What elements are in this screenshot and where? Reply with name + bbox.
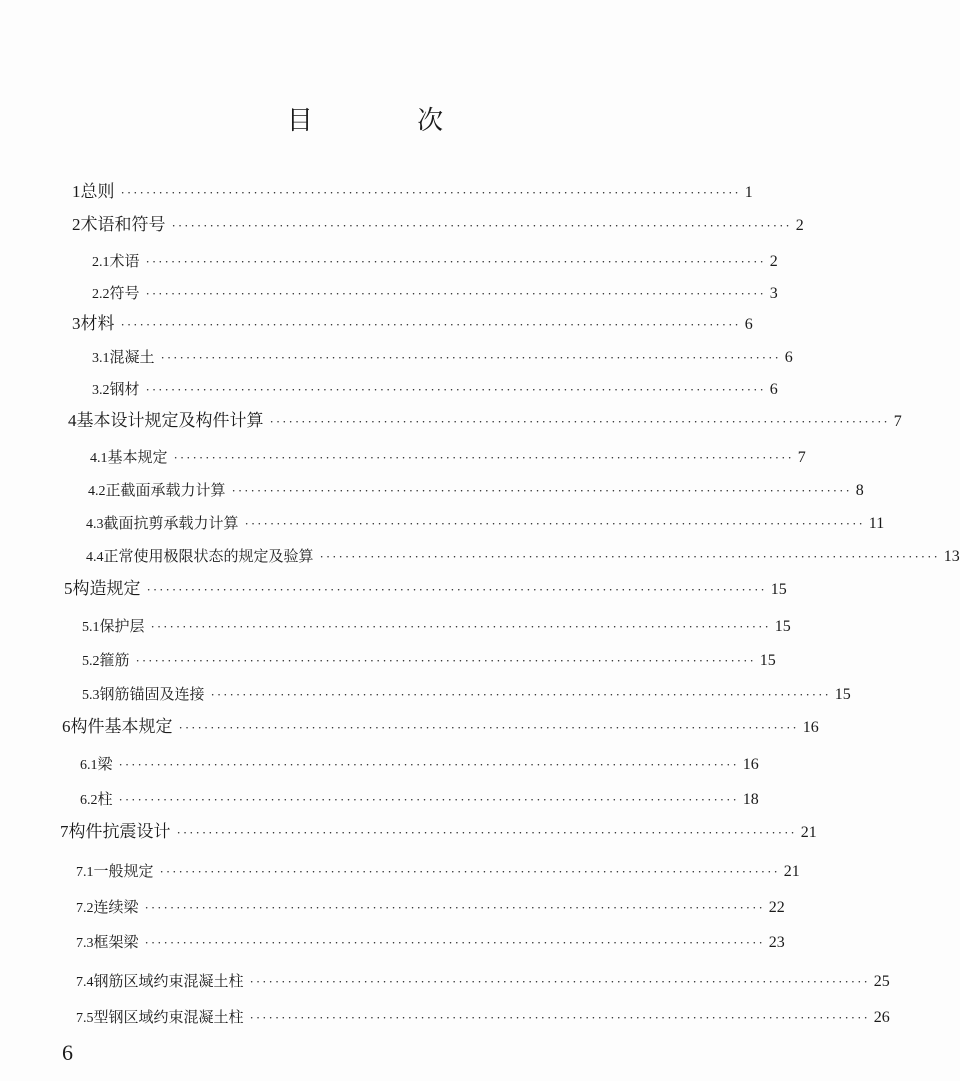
toc-leader: ·································································································· — [171, 218, 792, 233]
toc-leader: ·································································································· — [178, 720, 799, 735]
toc-leader: ·································································································· — [159, 864, 780, 879]
toc-number: 3.1 — [92, 351, 110, 366]
toc-label: 材料 — [80, 314, 115, 334]
toc-leader: ·································································································· — [269, 414, 890, 429]
toc-label: 正常使用极限状态的规定及验算 — [103, 547, 314, 565]
toc-page: 25 — [873, 973, 890, 990]
toc-leader: ·································································································· — [118, 792, 739, 807]
toc-entry-1 — [72, 177, 753, 207]
toc-leader: ·································································································· — [145, 382, 766, 397]
toc-leader: ·································································································· — [244, 516, 865, 531]
toc-page: 23 — [768, 934, 785, 951]
toc-label: 框架梁 — [93, 933, 139, 951]
toc-number: 7.4 — [76, 975, 94, 990]
toc-label: 钢筋区域约束混凝土柱 — [93, 972, 244, 990]
toc-page: 15 — [759, 652, 776, 669]
toc-entry-7-1 — [76, 856, 800, 886]
toc-label: 符号 — [109, 284, 140, 302]
toc-label: 柱 — [97, 790, 113, 808]
toc-page: 16 — [742, 756, 759, 773]
toc-page: 3 — [769, 285, 778, 302]
toc-number: 3.2 — [92, 383, 110, 398]
toc-entry-3 — [72, 309, 753, 339]
toc-label: 基本规定 — [107, 448, 168, 466]
toc-label: 梁 — [97, 755, 113, 773]
toc-leader: ·································································································· — [150, 619, 771, 634]
toc-entry-4-1 — [90, 442, 806, 472]
toc-number: 2.2 — [92, 287, 110, 302]
toc-entry-5-3 — [82, 679, 851, 709]
toc-entry-6 — [62, 712, 819, 742]
toc-entry-5 — [64, 574, 787, 604]
toc-leader: ·································································································· — [173, 450, 794, 465]
toc-page: 7 — [797, 449, 806, 466]
toc-label: 钢材 — [109, 380, 140, 398]
page-title: 目 次 — [286, 106, 492, 136]
toc-entry-4-4 — [86, 541, 960, 571]
toc-entry-2-1 — [92, 246, 778, 276]
toc-label: 一般规定 — [93, 862, 154, 880]
toc-number: 7.3 — [76, 936, 94, 951]
toc-entry-5-2 — [82, 645, 776, 675]
toc-page: 6 — [769, 381, 778, 398]
toc-entry-5-1 — [82, 611, 791, 641]
toc-label: 钢筋锚固及连接 — [99, 685, 205, 703]
toc-number: 4.2 — [88, 484, 106, 499]
toc-entry-3-1 — [92, 342, 793, 372]
toc-leader: ·································································································· — [176, 825, 797, 840]
toc-page: 2 — [769, 253, 778, 270]
toc-page: 21 — [783, 863, 800, 880]
toc-number: 4.3 — [86, 517, 104, 532]
toc-label: 基本设计规定及构件计算 — [76, 411, 264, 431]
toc-page: 6 — [744, 316, 753, 333]
toc-page: 26 — [873, 1009, 890, 1026]
toc-entry-7-3 — [76, 927, 785, 957]
toc-label: 构件基本规定 — [70, 717, 173, 737]
toc-leader: ·································································································· — [231, 483, 852, 498]
toc-entry-2-2 — [92, 278, 778, 308]
toc-page: 1 — [744, 184, 753, 201]
toc-page: 21 — [800, 824, 817, 841]
toc-entry-6-1 — [80, 749, 759, 779]
toc-page: 15 — [770, 581, 787, 598]
toc-leader: ·································································································· — [145, 254, 766, 269]
toc-entry-4 — [68, 406, 902, 436]
toc-number: 5 — [64, 579, 73, 598]
toc-entry-7-4 — [76, 966, 890, 996]
page-number: 6 — [62, 1040, 73, 1065]
toc-label: 型钢区域约束混凝土柱 — [93, 1008, 244, 1026]
toc-leader: ·································································································· — [319, 549, 940, 564]
toc-leader: ·································································································· — [144, 900, 765, 915]
toc-leader: ·································································································· — [249, 974, 870, 989]
toc-number: 5.2 — [82, 654, 100, 669]
toc-number: 1 — [72, 182, 81, 201]
toc-number: 7 — [60, 822, 69, 841]
toc-entry-4-2 — [88, 475, 864, 505]
toc-label: 箍筋 — [99, 651, 130, 669]
toc-number: 2.1 — [92, 255, 110, 270]
toc-number: 6.2 — [80, 793, 98, 808]
toc-leader: ·································································································· — [249, 1010, 870, 1025]
toc-label: 截面抗剪承载力计算 — [103, 514, 239, 532]
toc-number: 5.3 — [82, 688, 100, 703]
toc-entry-3-2 — [92, 374, 778, 404]
toc-leader: ·································································································· — [135, 653, 756, 668]
toc-entry-7-2 — [76, 892, 785, 922]
toc-label: 保护层 — [99, 617, 145, 635]
toc-page: 22 — [768, 899, 785, 916]
toc-leader: ·································································································· — [118, 757, 739, 772]
toc-page: 8 — [855, 482, 864, 499]
toc-page: 7 — [893, 413, 902, 430]
toc-number: 4 — [68, 411, 77, 430]
toc-number: 2 — [72, 215, 81, 234]
toc-leader: ·································································································· — [120, 317, 741, 332]
toc-page: 15 — [834, 686, 851, 703]
toc-number: 6 — [62, 717, 71, 736]
toc-page: 18 — [742, 791, 759, 808]
toc-number: 5.1 — [82, 620, 100, 635]
toc-number: 7.5 — [76, 1011, 94, 1026]
toc-leader: ·································································································· — [144, 935, 765, 950]
toc-label: 正截面承载力计算 — [105, 481, 226, 499]
toc-label: 混凝土 — [109, 348, 155, 366]
toc-page: 13 — [943, 548, 960, 565]
toc-leader: ·································································································· — [120, 185, 741, 200]
toc-number: 4.1 — [90, 451, 108, 466]
toc-label: 构造规定 — [72, 579, 141, 599]
toc-label: 术语 — [109, 252, 140, 270]
toc-leader: ·································································································· — [145, 286, 766, 301]
toc-label: 构件抗震设计 — [68, 822, 171, 842]
toc-page: 15 — [774, 618, 791, 635]
toc-leader: ·································································································· — [160, 350, 781, 365]
toc-entry-7 — [60, 817, 817, 847]
toc-label: 总则 — [80, 182, 115, 202]
toc-leader: ·································································································· — [146, 582, 767, 597]
toc-entry-4-3 — [86, 508, 885, 538]
toc-page: 6 — [784, 349, 793, 366]
toc-page: 11 — [868, 515, 885, 532]
toc-number: 6.1 — [80, 758, 98, 773]
toc-page: 2 — [795, 217, 804, 234]
toc-number: 4.4 — [86, 550, 104, 565]
toc-number: 3 — [72, 314, 81, 333]
toc-page: 16 — [802, 719, 819, 736]
toc-number: 7.1 — [76, 865, 94, 880]
toc-number: 7.2 — [76, 901, 94, 916]
toc-entry-2 — [72, 210, 804, 240]
toc-label: 术语和符号 — [80, 215, 166, 235]
toc-label: 连续梁 — [93, 898, 139, 916]
toc-entry-6-2 — [80, 784, 759, 814]
toc-entry-7-5 — [76, 1002, 890, 1032]
toc-leader: ·································································································· — [210, 687, 831, 702]
